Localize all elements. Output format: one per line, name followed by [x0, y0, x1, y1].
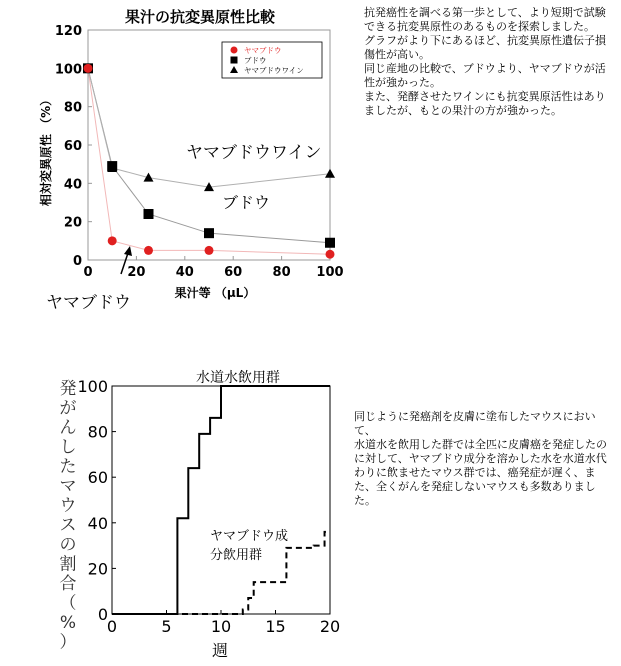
chart1-point-square: [325, 238, 335, 248]
chart1-ylabel: 相対変異原性 （%）: [39, 93, 53, 207]
chart2-ylabel-char: が: [59, 398, 77, 419]
chart1-point-circle: [144, 246, 153, 255]
chart2-xtick-label: 10: [210, 617, 232, 636]
chart1-legend: [222, 42, 322, 78]
chart2-ylabel-char: し: [59, 437, 77, 458]
chart2-xtick-label: 20: [319, 617, 341, 636]
chart1-point-circle: [205, 246, 214, 255]
note-mouse-experiment: 同じように発癌剤を皮膚に塗布したマウスにおいて、 水道水を飲用した群では全匹に皮膚癌を発症したのに対して、ヤマブドウ成分を溶かした水を水道水代わりに飲ませたマウス群では、癌発症が遅く、また、全くがんを発症しないマウスも多数ありました。: [354, 410, 607, 507]
chart2-ylabel-char: （: [59, 593, 77, 614]
chart2-xlabel: 週: [211, 641, 229, 660]
chart1-xtick-label: 80: [272, 265, 291, 280]
chart1-point-circle: [108, 236, 117, 245]
chart1-ytick-label: 0: [72, 254, 82, 269]
chart1-annotation-grape: ブドウ: [222, 193, 271, 212]
chart2-annotation-water: 水道水飲用群: [196, 370, 280, 386]
chart2-ytick-label: 80: [87, 422, 108, 442]
chart1-ytick-label: 40: [63, 177, 82, 193]
chart2-xtick-label: 5: [161, 617, 172, 636]
legend-label-wine: ヤマブドウワイン: [244, 66, 304, 75]
chart2-xtick-label: 0: [106, 617, 118, 636]
chart2-ylabel-char: の: [59, 535, 77, 555]
legend-marker-budou: [231, 57, 238, 64]
legend-label-yamabudou: ヤマブドウ: [244, 46, 282, 55]
chart-tumor-incidence: [0, 366, 350, 666]
chart2-ylabel-char: %: [59, 613, 77, 633]
chart2-ylabel-char: 割: [59, 554, 77, 575]
chart1-ytick-label: 100: [54, 62, 82, 78]
chart1-point-square: [204, 228, 214, 238]
chart2-series-line-0: [112, 386, 330, 614]
chart2-ylabel-char: 発: [59, 379, 77, 399]
chart2-ytick-label: 60: [87, 468, 108, 488]
yamabudou-arrowhead: [124, 246, 132, 256]
chart1-ytick-label: 60: [63, 139, 82, 154]
chart2-annotation-yama-line2: 分飲用群: [210, 548, 263, 563]
note-antimutagenicity: 抗発癌性を調べる第一歩として、より短期で試験できる抗変異原性のあるものを探索しました。 グラフがより下にあるほど、抗変異原性遺伝子損傷性が高い。 同じ産地の比較で、ブドウより、ヤマブドウが活性が強かった。 また、発酵させたワインにも抗変異原活性はありましたが、もとの果汁の方が強かった。: [364, 6, 606, 117]
chart1-series-line-2: [88, 68, 330, 187]
chart2-ytick-label: 20: [87, 559, 108, 579]
chart1-point-square: [107, 161, 117, 171]
chart1-point-circle: [326, 250, 335, 259]
chart2-ytick-label: 40: [87, 513, 108, 533]
chart1-xlabel: 果汁等 （μL）: [174, 286, 256, 300]
chart1-ytick-label: 120: [54, 24, 82, 39]
chart1-xtick-label: 60: [224, 265, 243, 280]
chart2-xtick-label: 15: [265, 617, 286, 636]
chart2-ylabel-char: た: [59, 457, 77, 477]
chart1-point-circle: [84, 64, 93, 73]
chart2-ytick-label: 0: [97, 605, 108, 624]
chart2-plot-frame: [112, 386, 330, 614]
chart2-ylabel-char: マ: [59, 476, 77, 497]
chart2-series-line-1: [112, 532, 330, 614]
chart2-ylabel-char: ス: [59, 515, 77, 536]
chart1-ytick-label: 20: [63, 215, 82, 231]
chart2-ylabel-char: 合: [59, 574, 77, 594]
chart1-annotation-yamabudou: ヤマブドウ: [46, 293, 131, 313]
chart2-annotation-yama-line1: ヤマブドウ成: [210, 529, 289, 544]
chart1-xtick-label: 100: [316, 265, 344, 280]
chart1-annotation-wine: ヤマブドウワイン: [186, 143, 322, 163]
legend-marker-yamabudou: [231, 47, 238, 54]
chart1-xtick-label: 0: [83, 265, 93, 280]
chart1-point-triangle: [325, 169, 335, 178]
chart2-ytick-label: 100: [77, 377, 108, 396]
chart1-xtick-label: 40: [175, 265, 194, 280]
chart2-ylabel-char: ）: [59, 632, 77, 653]
chart1-title: 果汁の抗変異原性比較: [124, 8, 276, 26]
chart1-xtick-label: 20: [127, 265, 146, 280]
chart1-ytick-label: 80: [63, 100, 82, 116]
chart2-ylabel: [60, 379, 77, 653]
chart2-ylabel-char: ん: [59, 418, 77, 438]
chart1-point-square: [144, 209, 154, 219]
chart2-ylabel-char: ウ: [59, 496, 77, 516]
legend-label-budou: ブドウ: [244, 56, 267, 65]
